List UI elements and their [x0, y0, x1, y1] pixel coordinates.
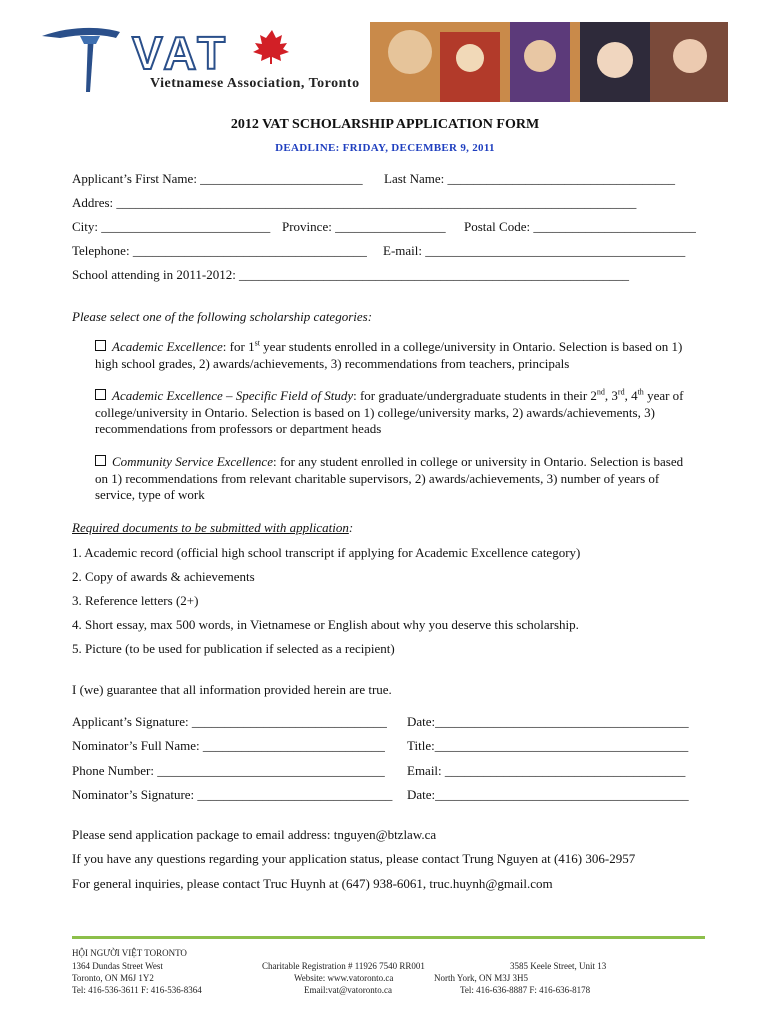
contact-line: For general inquiries, please contact Truc Huynh at (647) 938-6061, truc.huynh@gmail.com — [72, 876, 553, 891]
checkbox-academic-excellence[interactable] — [95, 340, 106, 351]
doc-item: 1. Academic record (official high school transcript if applying for Academic Excellence category) — [72, 545, 581, 560]
nominator-signature-field: Nominator’s Signature: ______________________________ — [72, 787, 393, 802]
logo-wordmark: VAT — [132, 27, 230, 79]
nominator-email-field: Email: _____________________________________ — [407, 763, 686, 778]
address-field: Addres: ________________________________________________________________________________ — [72, 195, 637, 210]
checkbox-community-service[interactable] — [95, 455, 106, 466]
header-banner — [40, 22, 730, 102]
phone-number-field: Phone Number: ___________________________________ — [72, 763, 385, 778]
footer-address: Toronto, ON M6J 1Y2 — [72, 973, 154, 983]
guarantee-statement: I (we) guarantee that all information provided herein are true. — [72, 682, 392, 697]
contact-line: If you have any questions regarding your application status, please contact Trung Nguyen at (416) 306-2957 — [72, 851, 636, 866]
form-title: 2012 VAT SCHOLARSHIP APPLICATION FORM — [230, 117, 540, 132]
deadline-text: DEADLINE: FRIDAY, DECEMBER 9, 2011 — [275, 142, 495, 154]
first-name-field: Applicant’s First Name: _________________________ — [72, 171, 363, 186]
date-field: Date:_______________________________________ — [407, 787, 689, 802]
footer-rule — [72, 936, 705, 939]
applicant-signature-field: Applicant’s Signature: ______________________________ — [72, 714, 387, 729]
footer-address: 3585 Keele Street, Unit 13 — [510, 961, 607, 971]
category-field-of-study: Academic Excellence – Specific Field of Study: for graduate/undergraduate students in their 2nd, 3rd, 4th year of college/university in Ontario. Selection is based on 1) college/university marks, 2) awards/achievements, 3) recommendations from professors or department heads — [95, 387, 684, 436]
nominator-name-field: Nominator’s Full Name: ____________________________ — [72, 738, 385, 753]
category-community-service: Community Service Excellence: for any student enrolled in college or university in Ontario. Selection is based on 1) recommendations from relevant charitable supervisors, 2) awards/achievements, 3) number of years of service, type of work — [95, 454, 684, 502]
telephone-field: Telephone: ____________________________________ — [72, 243, 367, 258]
doc-item: 4. Short essay, max 500 words, in Vietnamese or English about why you deserve this scholarship. — [72, 617, 579, 632]
footer-address: 1364 Dundas Street West — [72, 961, 163, 971]
footer-email: Email:vat@vatoronto.ca — [304, 985, 393, 995]
footer-address: North York, ON M3J 3H5 — [434, 973, 529, 983]
footer-phone: Tel: 416-536-3611 F: 416-536-8364 — [72, 985, 202, 995]
doc-item: 3. Reference letters (2+) — [72, 593, 199, 608]
org-subtitle: Vietnamese Association, Toronto — [150, 76, 360, 91]
school-field: School attending in 2011-2012: ____________________________________________________________ — [72, 267, 630, 282]
email-field: E-mail: ________________________________________ — [383, 243, 686, 258]
category-academic-excellence: Academic Excellence: for 1st year students enrolled in a college/university in Ontario. Selection is based on 1) high school grades, 2) awards/achievements, 3) recommendations from teachers, principals — [95, 338, 683, 371]
footer-charity-number: Charitable Registration # 11926 7540 RR001 — [262, 961, 425, 971]
doc-item: 5. Picture (to be used for publication if selected as a recipient) — [72, 641, 395, 656]
postal-code-field: Postal Code: _________________________ — [464, 219, 696, 234]
title-field: Title:_______________________________________ — [407, 738, 689, 753]
city-field: City: __________________________ — [72, 219, 271, 234]
footer-phone: Tel: 416-636-8887 F: 416-636-8178 — [460, 985, 591, 995]
contact-line: Please send application package to email address: tnguyen@btzlaw.ca — [72, 827, 437, 842]
doc-item: 2. Copy of awards & achievements — [72, 569, 255, 584]
province-field: Province: _________________ — [282, 219, 446, 234]
last-name-field: Last Name: ___________________________________ — [384, 171, 676, 186]
categories-intro: Please select one of the following scholarship categories: — [72, 309, 373, 324]
checkbox-field-of-study[interactable] — [95, 389, 106, 400]
footer-website: Website: www.vatoronto.ca — [294, 973, 394, 983]
date-field: Date:_______________________________________ — [407, 714, 689, 729]
required-docs-heading: Required documents to be submitted with application: — [72, 520, 354, 535]
footer-org-name: HỘI NGƯỜI VIỆT TORONTO — [72, 948, 187, 958]
